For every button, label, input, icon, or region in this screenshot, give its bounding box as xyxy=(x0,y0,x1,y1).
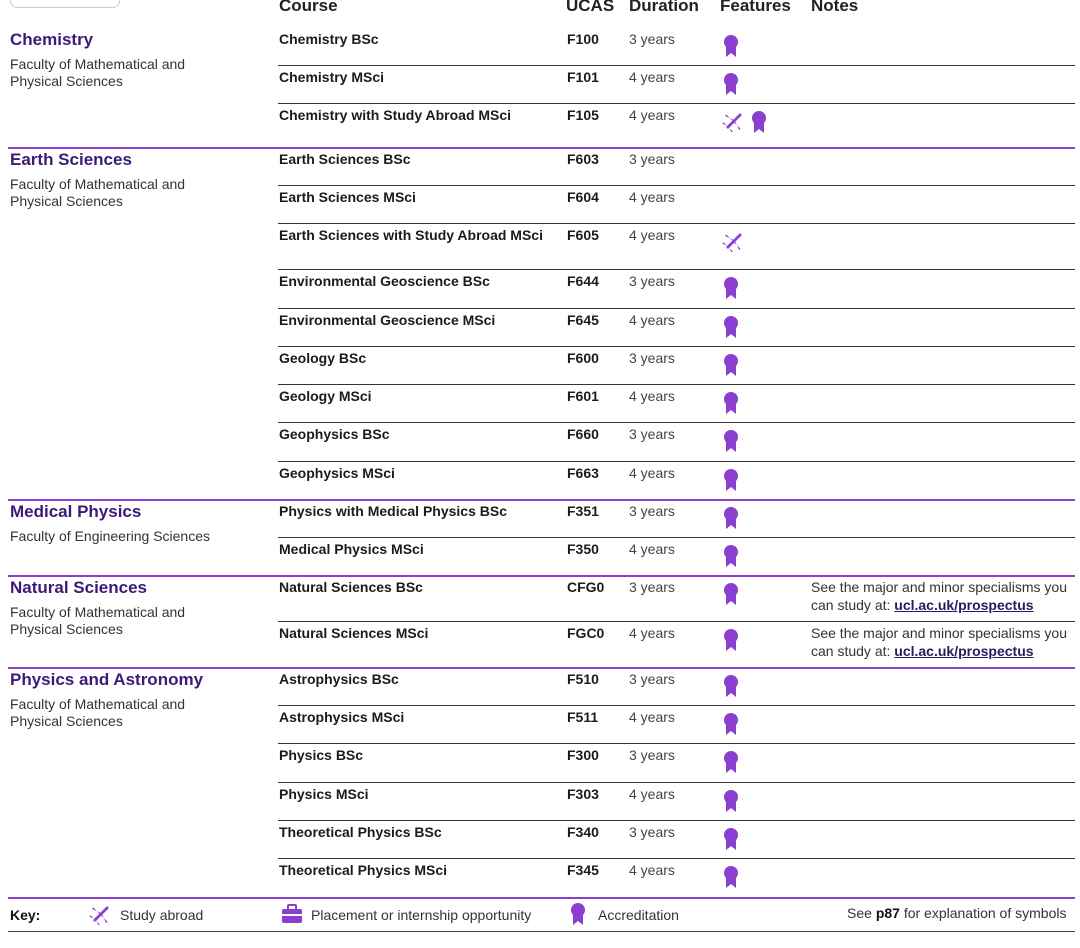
features-cell xyxy=(722,68,740,94)
features-cell xyxy=(722,226,746,252)
key-page-link[interactable]: p87 xyxy=(875,905,900,921)
row-divider xyxy=(278,537,1075,538)
duration: 4 years xyxy=(629,189,675,205)
course-name: Medical Physics MSci xyxy=(279,541,424,557)
duration: 3 years xyxy=(629,579,675,595)
row-divider xyxy=(278,782,1075,783)
course-name: Theoretical Physics MSci xyxy=(279,862,448,878)
accreditation-icon xyxy=(722,750,740,774)
group-rule xyxy=(8,147,1075,149)
row-divider xyxy=(278,461,1075,462)
ucas-code: F101 xyxy=(567,69,599,85)
features-cell xyxy=(722,624,740,650)
duration: 4 years xyxy=(629,625,675,641)
row-divider xyxy=(278,308,1075,309)
duration: 4 years xyxy=(629,227,675,243)
duration: 4 years xyxy=(629,786,675,802)
study-abroad-icon xyxy=(722,110,746,132)
notes-cell xyxy=(811,624,1073,660)
accreditation-icon xyxy=(722,34,740,58)
notes-text: See the major and minor specialisms you can study at: xyxy=(811,579,1068,613)
duration: 4 years xyxy=(629,388,675,404)
course-name: Environmental Geoscience BSc xyxy=(279,273,490,289)
features-cell xyxy=(722,106,768,132)
accreditation-icon xyxy=(722,628,740,652)
row-divider xyxy=(278,384,1075,385)
key-see-prefix: See xyxy=(847,905,872,921)
features-cell xyxy=(722,387,740,413)
course-name: Earth Sciences with Study Abroad MSci xyxy=(279,227,543,243)
row-divider xyxy=(278,103,1075,104)
course-name: Physics BSc xyxy=(279,747,364,763)
ucas-code: F603 xyxy=(567,151,599,167)
course-name: Astrophysics MSci xyxy=(279,709,405,725)
course-name: Geology MSci xyxy=(279,388,372,404)
key-bottom-rule xyxy=(8,931,1075,932)
header-duration: Duration xyxy=(629,0,699,15)
ucas-code: F663 xyxy=(567,465,599,481)
accreditation-icon xyxy=(722,72,740,96)
accreditation-icon xyxy=(722,544,740,568)
accreditation-icon xyxy=(722,789,740,813)
prospectus-link[interactable]: ucl.ac.uk/prospectus xyxy=(894,597,1034,613)
notes-text: See the major and minor specialisms you can study at: xyxy=(811,625,1068,659)
duration: 3 years xyxy=(629,350,675,366)
course-name: Earth Sciences BSc xyxy=(279,151,411,167)
row-divider xyxy=(278,185,1075,186)
faculty-name: Faculty of Mathematical and Physical Sciences xyxy=(10,696,186,729)
ucas-code: F605 xyxy=(567,227,599,243)
row-divider xyxy=(278,223,1075,224)
row-divider xyxy=(278,269,1075,270)
prospectus-link[interactable]: ucl.ac.uk/prospectus xyxy=(894,643,1034,659)
course-name: Natural Sciences MSci xyxy=(279,625,429,641)
duration: 4 years xyxy=(629,465,675,481)
ucas-code: F340 xyxy=(567,824,599,840)
faculty-name: Faculty of Mathematical and Physical Sciences xyxy=(10,604,186,637)
row-divider xyxy=(278,743,1075,744)
study-abroad-icon xyxy=(89,903,113,925)
row-divider xyxy=(278,621,1075,622)
accreditation-icon xyxy=(722,827,740,851)
key-accreditation-label: Accreditation xyxy=(598,907,679,923)
features-cell xyxy=(722,578,740,604)
accreditation-icon xyxy=(722,315,740,339)
subject-heading: Natural Sciences xyxy=(10,578,148,597)
ucas-code: FGC0 xyxy=(567,625,605,641)
features-cell xyxy=(722,540,740,566)
group-rule xyxy=(8,575,1075,577)
features-cell xyxy=(722,670,740,696)
accreditation-icon xyxy=(569,902,587,926)
features-cell xyxy=(722,349,740,375)
subject-heading: Medical Physics xyxy=(10,502,142,521)
accreditation-icon xyxy=(722,865,740,889)
course-name: Physics with Medical Physics BSc xyxy=(279,503,507,519)
course-name: Chemistry with Study Abroad MSci xyxy=(279,107,512,123)
features-cell xyxy=(722,311,740,337)
ucas-code: F100 xyxy=(567,31,599,47)
group-rule xyxy=(8,667,1075,669)
course-name: Astrophysics BSc xyxy=(279,671,399,687)
course-name: Chemistry MSci xyxy=(279,69,385,85)
features-cell xyxy=(722,708,740,734)
subject-heading: Chemistry xyxy=(10,30,94,49)
course-name: Geophysics BSc xyxy=(279,426,390,442)
row-divider xyxy=(278,705,1075,706)
ucas-code: F300 xyxy=(567,747,599,763)
header-course: Course xyxy=(279,0,338,15)
accreditation-icon xyxy=(722,582,740,606)
accreditation-icon xyxy=(722,429,740,453)
accreditation-icon xyxy=(722,468,740,492)
key-see-suffix: for explanation of symbols xyxy=(903,905,1067,921)
features-cell xyxy=(722,502,740,528)
duration: 4 years xyxy=(629,107,675,123)
study-abroad-icon xyxy=(722,230,746,252)
ucas-code: F303 xyxy=(567,786,599,802)
duration: 3 years xyxy=(629,671,675,687)
ucas-code: F510 xyxy=(567,671,599,687)
accreditation-icon xyxy=(722,712,740,736)
duration: 3 years xyxy=(629,273,675,289)
row-divider xyxy=(278,65,1075,66)
faculty-name: Faculty of Mathematical and Physical Sciences xyxy=(10,176,186,209)
ucas-code: F600 xyxy=(567,350,599,366)
duration: 3 years xyxy=(629,503,675,519)
ucas-code: F601 xyxy=(567,388,599,404)
subject-heading: Physics and Astronomy xyxy=(10,670,204,689)
key-placement-label: Placement or internship opportunity xyxy=(311,907,532,923)
notes-cell xyxy=(811,578,1073,614)
features-cell xyxy=(722,30,740,56)
briefcase-icon xyxy=(281,904,303,924)
duration: 3 years xyxy=(629,426,675,442)
course-name: Geophysics MSci xyxy=(279,465,395,481)
accreditation-icon xyxy=(722,674,740,698)
row-divider xyxy=(278,422,1075,423)
duration: 3 years xyxy=(629,31,675,47)
accreditation-icon xyxy=(722,353,740,377)
ucas-code: F644 xyxy=(567,273,599,289)
features-cell xyxy=(722,272,740,298)
ucas-code: F660 xyxy=(567,426,599,442)
header-notes: Notes xyxy=(811,0,859,15)
ucas-code: F604 xyxy=(567,189,599,205)
group-rule xyxy=(8,499,1075,501)
row-divider xyxy=(278,346,1075,347)
duration: 4 years xyxy=(629,69,675,85)
header-ucas: UCAS xyxy=(566,0,615,15)
duration: 4 years xyxy=(629,312,675,328)
course-name: Environmental Geoscience MSci xyxy=(279,312,496,328)
subject-heading: Earth Sciences xyxy=(10,150,132,169)
features-cell xyxy=(722,861,740,887)
symbol-key xyxy=(0,897,1080,937)
accreditation-icon xyxy=(722,391,740,415)
duration: 3 years xyxy=(629,151,675,167)
accreditation-icon xyxy=(722,506,740,530)
course-name: Theoretical Physics BSc xyxy=(279,824,442,840)
features-cell xyxy=(722,823,740,849)
features-cell xyxy=(722,746,740,772)
course-name: Physics MSci xyxy=(279,786,369,802)
duration: 4 years xyxy=(629,862,675,878)
ucas-code: F511 xyxy=(567,709,599,725)
duration: 4 years xyxy=(629,541,675,557)
ucas-code: CFG0 xyxy=(567,579,605,595)
features-cell xyxy=(722,785,740,811)
duration: 3 years xyxy=(629,824,675,840)
ucas-code: F351 xyxy=(567,503,599,519)
features-cell xyxy=(722,464,740,490)
duration: 3 years xyxy=(629,747,675,763)
ucas-code: F345 xyxy=(567,862,599,878)
duration: 4 years xyxy=(629,709,675,725)
key-label: Key: xyxy=(10,907,41,923)
course-name: Chemistry BSc xyxy=(279,31,379,47)
key-study-abroad-label: Study abroad xyxy=(120,907,204,923)
faculty-name: Faculty of Mathematical and Physical Sciences xyxy=(10,56,186,89)
row-divider xyxy=(278,858,1075,859)
table-header xyxy=(0,0,1080,18)
header-features: Features xyxy=(720,0,791,15)
ucas-code: F645 xyxy=(567,312,599,328)
course-name: Geology BSc xyxy=(279,350,367,366)
faculty-name: Faculty of Engineering Sciences xyxy=(10,528,210,544)
course-name: Earth Sciences MSci xyxy=(279,189,416,205)
ucas-code: F105 xyxy=(567,107,599,123)
course-name: Natural Sciences BSc xyxy=(279,579,423,595)
accreditation-icon xyxy=(750,110,768,134)
key-top-rule xyxy=(8,897,1075,899)
row-divider xyxy=(278,820,1075,821)
features-cell xyxy=(722,425,740,451)
accreditation-icon xyxy=(722,276,740,300)
ucas-code: F350 xyxy=(567,541,599,557)
key-see-note xyxy=(847,905,1066,921)
